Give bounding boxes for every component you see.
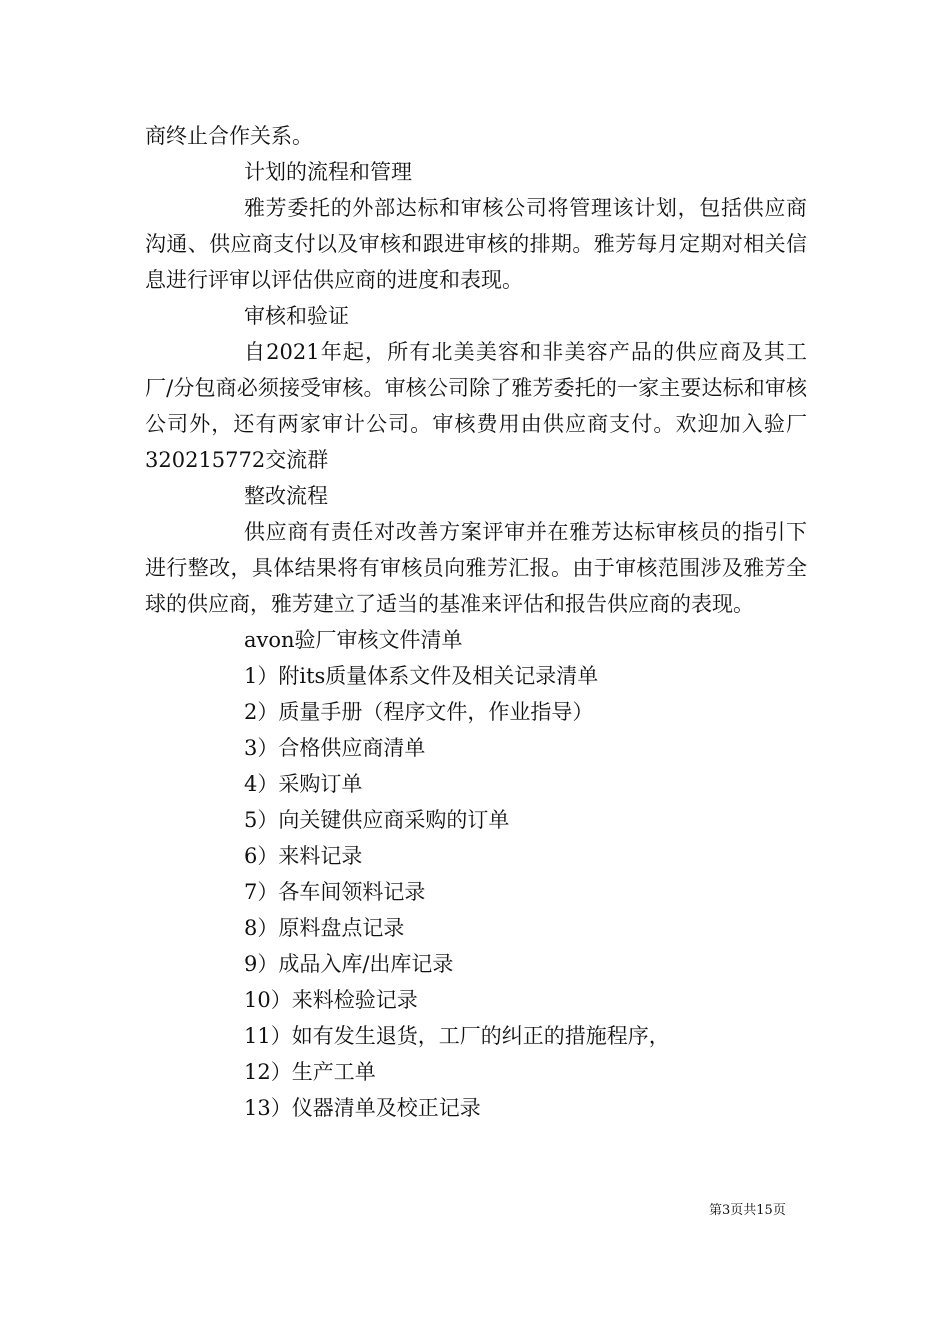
heading-rectification: 整改流程 <box>244 484 328 508</box>
heading-process-management: 计划的流程和管理 <box>244 160 412 184</box>
list-item: 13）仪器清单及校正记录 <box>244 1096 481 1120</box>
heading-audit-verification: 审核和验证 <box>244 304 349 328</box>
list-item: 8）原料盘点记录 <box>244 916 405 940</box>
list-item: 3）合格供应商清单 <box>244 736 426 760</box>
paragraph-audit-verification: 自2021年起，所有北美美容和非美容产品的供应商及其工厂/分包商必须接受审核。审核公司除了雅芳委托的一家主要达标和审核公司外，还有两家审计公司。审核费用由供应商支付。欢迎加入验厂320215772交流群 <box>145 340 807 472</box>
list-item: 6）来料记录 <box>244 844 363 868</box>
list-item: 7）各车间领料记录 <box>244 880 426 904</box>
document-body <box>145 118 807 1126</box>
list-item: 4）采购订单 <box>244 772 363 796</box>
paragraph-rectification: 供应商有责任对改善方案评审并在雅芳达标审核员的指引下进行整改，具体结果将有审核员向雅芳汇报。由于审核范围涉及雅芳全球的供应商，雅芳建立了适当的基准来评估和报告供应商的表现。 <box>145 520 807 616</box>
list-item: 12）生产工单 <box>244 1060 376 1084</box>
paragraph-process-management: 雅芳委托的外部达标和审核公司将管理该计划，包括供应商沟通、供应商支付以及审核和跟进审核的排期。雅芳每月定期对相关信息进行评审以评估供应商的进度和表现。 <box>145 196 807 292</box>
page-number-footer: 第3页共15页 <box>709 1203 786 1218</box>
heading-document-checklist: avon验厂审核文件清单 <box>244 628 463 652</box>
list-item: 10）来料检验记录 <box>244 988 418 1012</box>
list-item: 2）质量手册（程序文件，作业指导） <box>244 700 594 724</box>
list-item: 1）附its质量体系文件及相关记录清单 <box>244 664 599 688</box>
paragraph-continuation: 商终止合作关系。 <box>145 124 313 148</box>
list-item: 5）向关键供应商采购的订单 <box>244 808 510 832</box>
list-item: 11）如有发生退货，工厂的纠正的措施程序， <box>244 1024 670 1048</box>
list-item: 9）成品入库/出库记录 <box>244 952 454 976</box>
